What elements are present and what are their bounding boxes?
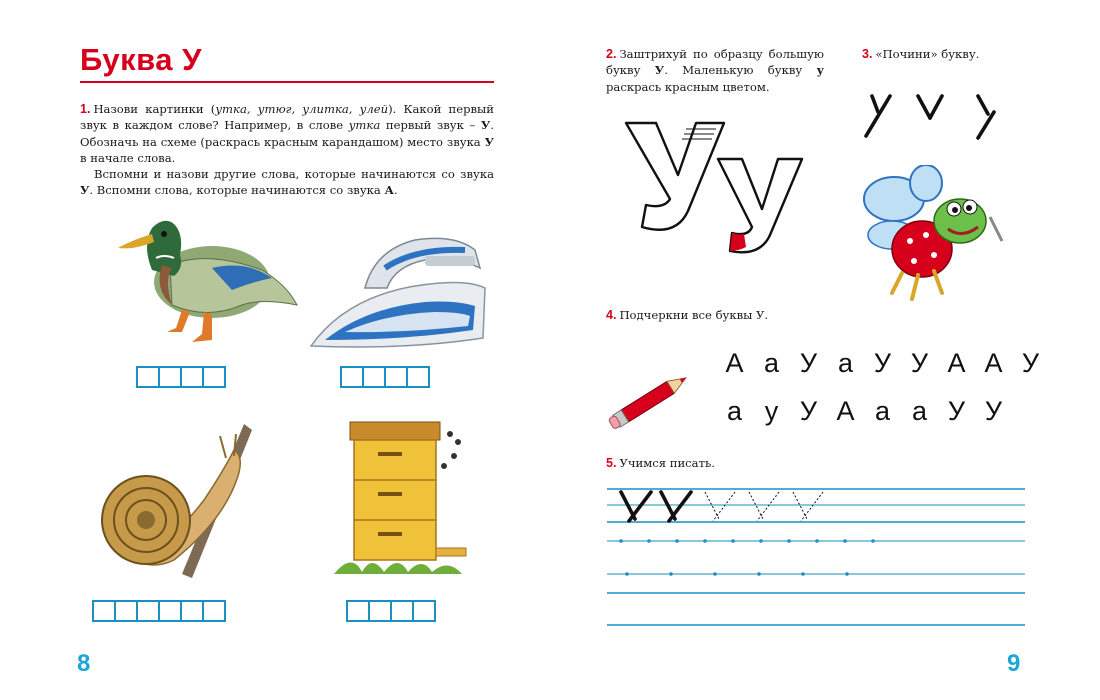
task-1-paragraph-2 <box>80 166 494 199</box>
sound-box[interactable] <box>158 600 182 622</box>
beehive-picture <box>332 412 482 582</box>
page-title: Буква У <box>80 42 202 77</box>
task-4-text <box>606 307 866 323</box>
task-1-text-e: в начале слова. <box>80 150 176 165</box>
task-1-text <box>80 101 494 199</box>
letters-row-2 <box>716 387 1049 435</box>
title-underline <box>80 81 494 83</box>
broken-letters-u <box>860 90 1005 142</box>
grid-letter[interactable]: а <box>763 348 780 378</box>
pencil-picture <box>604 368 700 430</box>
sound-box[interactable] <box>412 600 436 622</box>
grid-letter[interactable]: У <box>799 348 818 378</box>
sound-box[interactable] <box>136 600 160 622</box>
sound-box[interactable] <box>158 366 182 388</box>
grid-letter[interactable]: а <box>837 348 854 378</box>
grid-letter[interactable]: а <box>874 396 891 426</box>
sound-box[interactable] <box>180 600 204 622</box>
sound-box[interactable] <box>340 366 364 388</box>
task-2-small-letter: у <box>816 63 824 78</box>
sound-box[interactable] <box>180 366 204 388</box>
sound-box[interactable] <box>346 600 370 622</box>
grid-letter[interactable]: А <box>947 348 966 378</box>
beehive-sound-scheme <box>346 600 434 622</box>
page-number-left: 8 <box>77 650 91 677</box>
sound-box[interactable] <box>92 600 116 622</box>
task-1-letter: У <box>480 118 491 133</box>
task-1-letter-2: У <box>484 134 494 149</box>
task-5-number: 5. <box>606 456 617 470</box>
task-3-label: «Почини» букву. <box>875 47 980 61</box>
task-5-paragraph <box>606 455 866 471</box>
sound-box[interactable] <box>136 366 160 388</box>
sound-box[interactable] <box>368 600 392 622</box>
grid-letter[interactable]: у <box>764 396 779 426</box>
task-1-p2-letter-2: А <box>384 183 394 198</box>
handwriting-lines[interactable] <box>607 488 1025 628</box>
task-2-big-letter: У <box>654 63 665 78</box>
grid-letter[interactable]: У <box>984 396 1003 426</box>
task-1-text-b: ). Какой первый звук в каждом слове? Например, в слове <box>80 102 494 133</box>
outline-letters-u <box>612 115 812 260</box>
grid-letter[interactable]: У <box>799 396 818 426</box>
task-1-example: утка <box>348 118 381 133</box>
task-1-p2-letter: У <box>80 183 90 198</box>
sound-box[interactable] <box>362 366 386 388</box>
letters-row-1 <box>716 339 1049 387</box>
grid-letter[interactable]: У <box>947 396 966 426</box>
task-4-label: Подчеркни все буквы У. <box>619 308 769 322</box>
sound-box[interactable] <box>202 600 226 622</box>
task-2-text-c: раскрась красным цветом. <box>606 79 770 94</box>
iron-sound-scheme <box>340 366 428 388</box>
task-3-paragraph <box>862 46 1002 62</box>
sound-box[interactable] <box>390 600 414 622</box>
sound-box[interactable] <box>406 366 430 388</box>
task-1-text-c: первый звук – <box>380 118 481 133</box>
task-4-paragraph <box>606 307 866 323</box>
grid-letter[interactable]: А <box>984 348 1003 378</box>
task-1-text-d: . Обозначь на схеме (раскрась красным карандашом) место звука <box>80 118 494 149</box>
snail-picture <box>94 420 254 580</box>
task-2-number: 2. <box>606 47 617 61</box>
task-2-text <box>606 46 824 95</box>
grid-letter[interactable]: У <box>1021 348 1040 378</box>
task-1-p2-text-c: . <box>393 183 398 198</box>
duck-sound-scheme <box>136 366 224 388</box>
task-2-text-a: Заштрихуй по образцу большую букву <box>606 47 824 78</box>
task-4-number: 4. <box>606 308 617 322</box>
task-1-number: 1. <box>80 102 91 116</box>
task-1-p2-text-a: Вспомни и назови другие слова, которые начинаются со звука <box>94 167 494 182</box>
task-3-number: 3. <box>862 47 873 61</box>
task-5-text <box>606 455 866 471</box>
task-1-p2-text-b: . Вспомни слова, которые начинаются со звука <box>89 183 385 198</box>
task-1-paragraph-1 <box>80 101 494 166</box>
grid-letter[interactable]: А <box>836 396 855 426</box>
page-number-right: 9 <box>1007 650 1021 677</box>
letters-grid <box>716 339 1049 435</box>
iron-picture <box>305 228 495 353</box>
grid-letter[interactable]: У <box>873 348 892 378</box>
task-5-label: Учимся писать. <box>619 456 715 470</box>
task-3-text <box>862 46 1002 62</box>
snail-sound-scheme <box>92 600 224 622</box>
sound-box[interactable] <box>202 366 226 388</box>
duck-picture <box>112 210 302 350</box>
bug-character-picture <box>862 165 1012 305</box>
grid-letter[interactable]: У <box>910 348 929 378</box>
grid-letter[interactable]: а <box>911 396 928 426</box>
task-2-paragraph <box>606 46 824 95</box>
sound-box[interactable] <box>384 366 408 388</box>
task-1-words: утка, утюг, улитка, улей <box>215 102 389 116</box>
grid-letter[interactable]: А <box>725 348 744 378</box>
task-1-text-a: Назови картинки ( <box>93 102 216 116</box>
sound-box[interactable] <box>114 600 138 622</box>
task-2-text-b: . Маленькую букву <box>664 63 817 78</box>
grid-letter[interactable]: а <box>726 396 743 426</box>
